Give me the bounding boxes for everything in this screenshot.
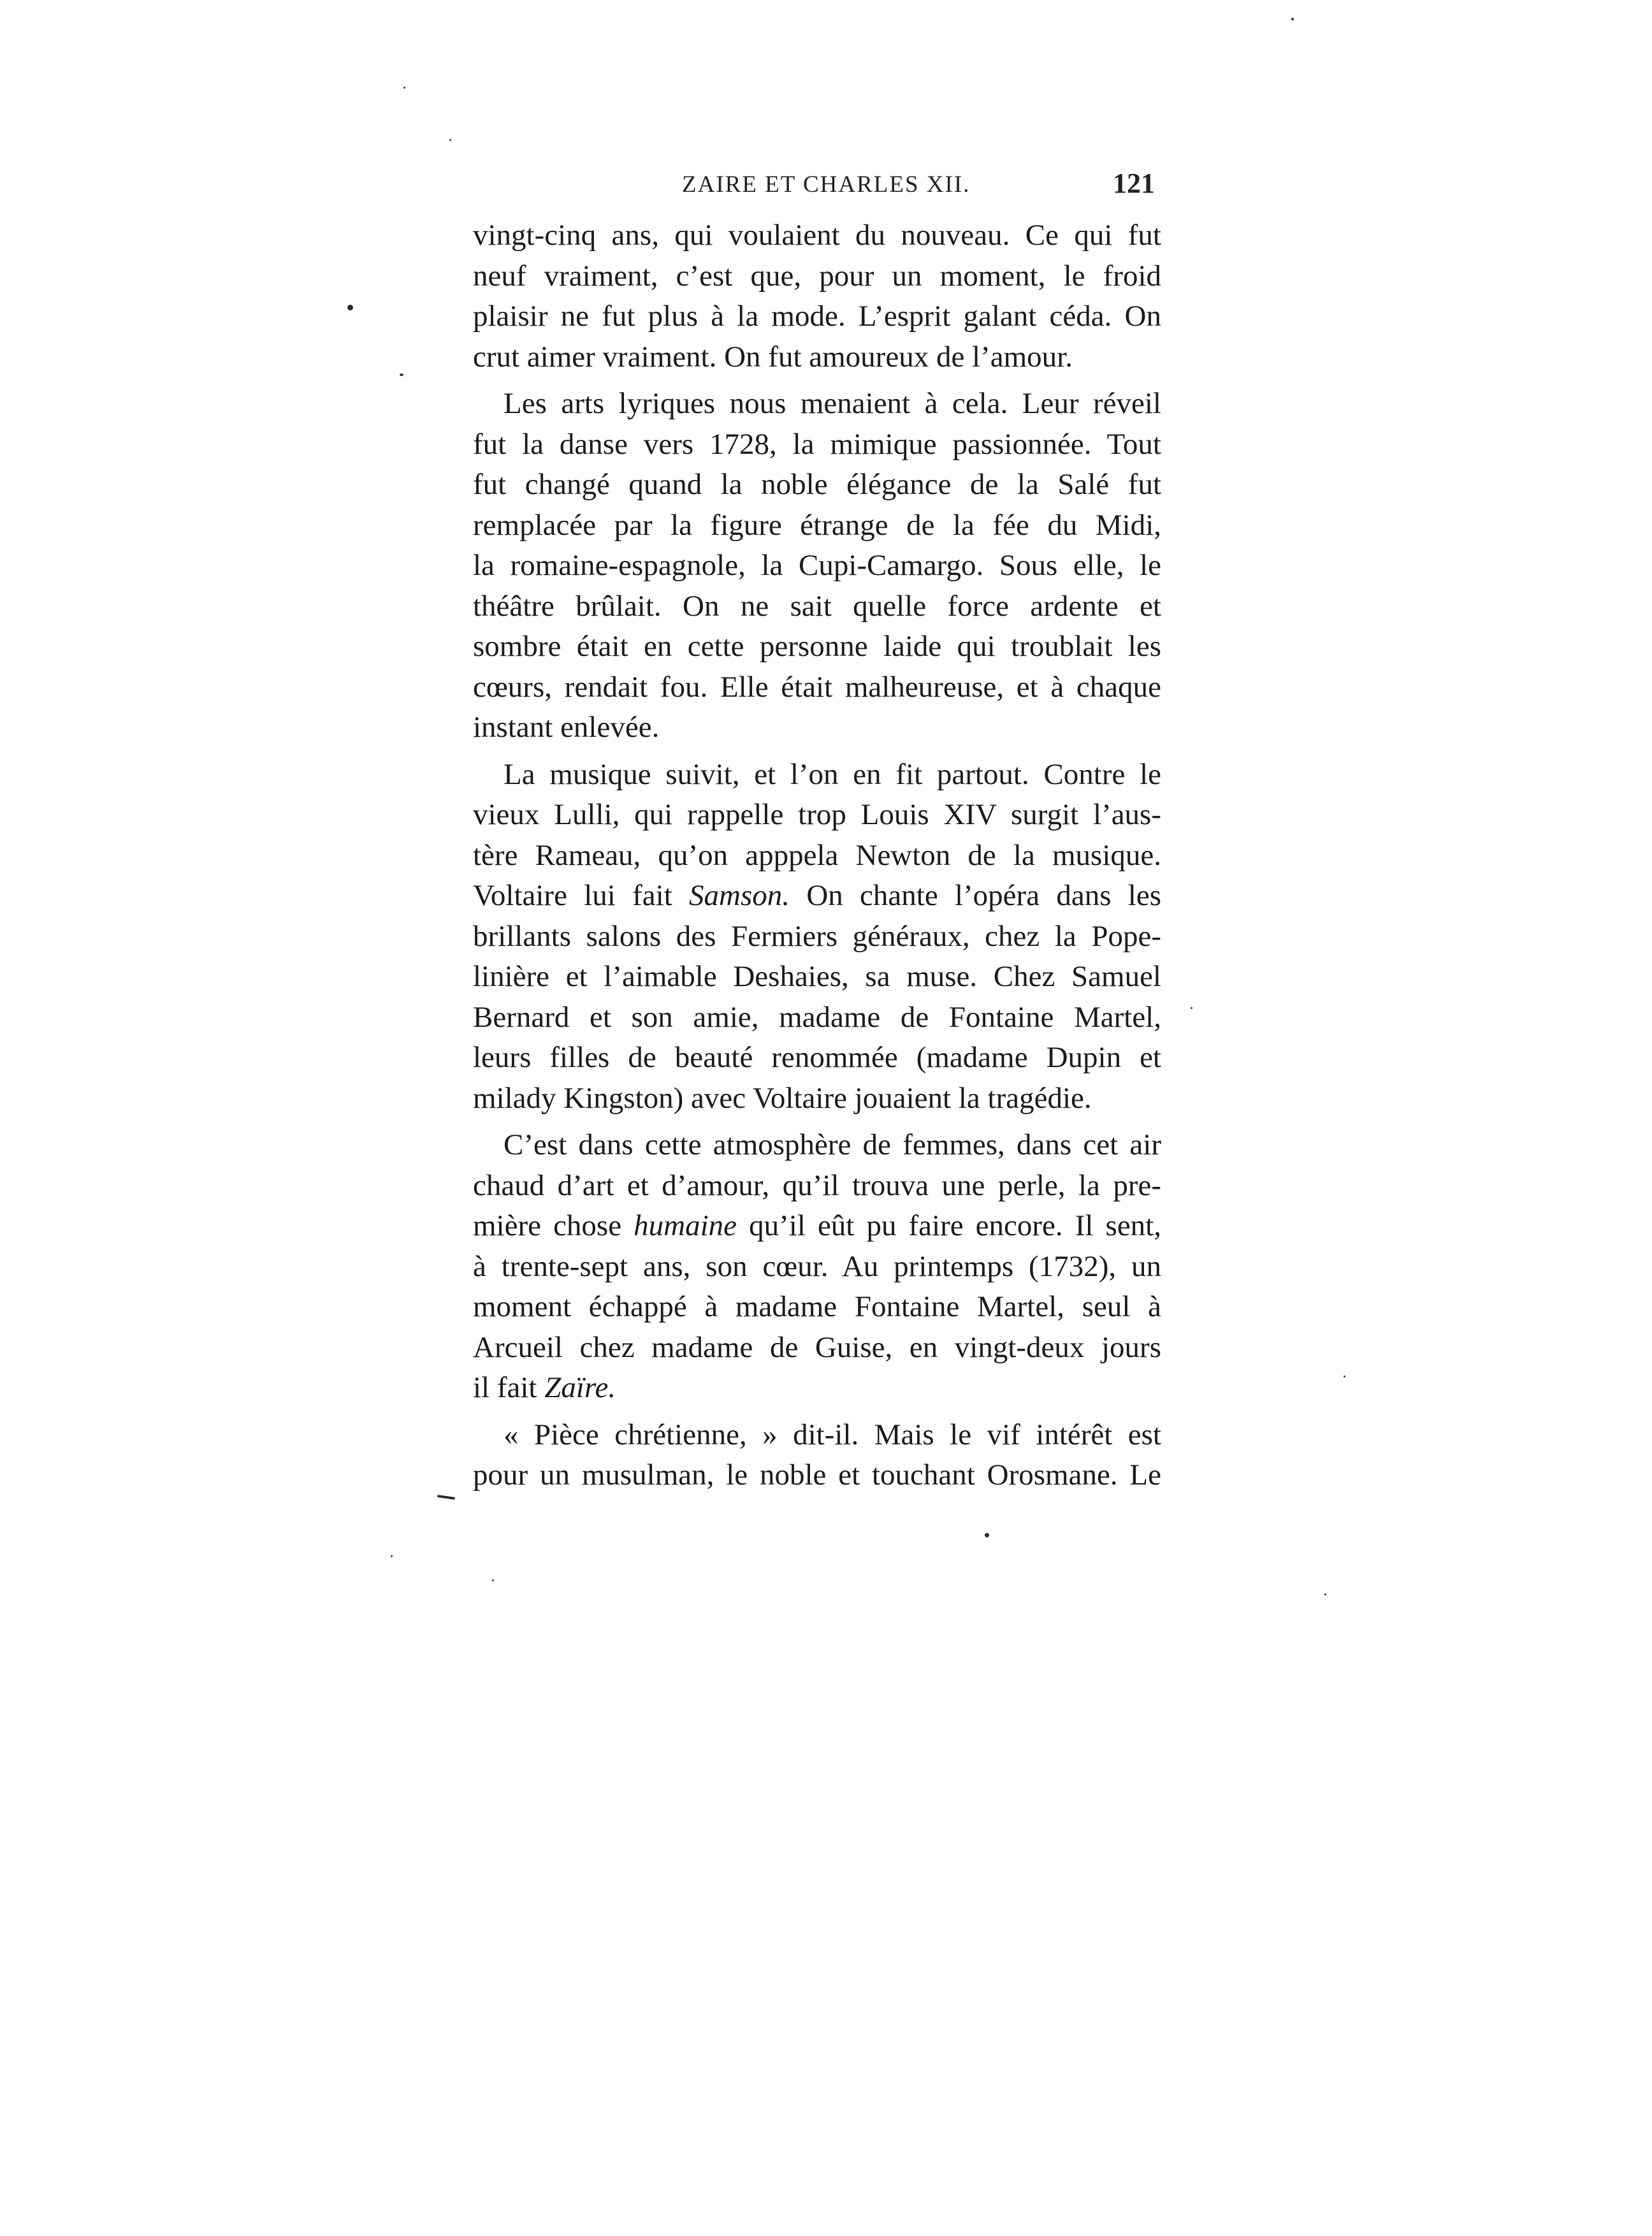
scan-speck bbox=[449, 139, 451, 141]
body-text bbox=[473, 215, 1161, 1502]
text-line: « Pièce chrétienne, » dit-il. Mais le vif intérêt est bbox=[504, 1418, 1161, 1451]
text-line: Les arts lyriques nous menaient à cela. Leur réveil bbox=[504, 387, 1161, 420]
text-line: milady Kingston) avec Voltaire jouaient la tragédie. bbox=[473, 1081, 1092, 1115]
text-line: brillants salons des Fermiers généraux, chez la Pope- bbox=[473, 919, 1161, 953]
text-line: tère Rameau, qu’on apppela Newton de la musique. bbox=[473, 838, 1161, 872]
running-title: ZAIRE ET CHARLES XII. bbox=[682, 171, 971, 198]
text-line: Bernard et son amie, madame de Fontaine Martel, bbox=[473, 1000, 1161, 1034]
scan-speck bbox=[391, 1555, 393, 1557]
text-line: chaud d’art et d’amour, qu’il trouva une perle, la pre- bbox=[473, 1168, 1161, 1202]
scan-speck bbox=[985, 1533, 989, 1537]
italic-title: Samson. bbox=[689, 879, 790, 912]
text-line: linière et l’aimable Deshaies, sa muse. Chez Samuel bbox=[473, 960, 1161, 993]
text-line: théâtre brûlait. On ne sait quelle force ardente et bbox=[473, 589, 1161, 623]
scan-speck bbox=[1324, 1594, 1326, 1595]
text-line: crut aimer vraiment. On fut amoureux de l’amour. bbox=[473, 340, 1073, 374]
text-line: la romaine-espagnole, la Cupi-Camargo. Sous elle, le bbox=[473, 549, 1161, 582]
text-line: vingt-cinq ans, qui voulaient du nouveau. Ce qui fut bbox=[473, 219, 1161, 252]
paragraph bbox=[473, 384, 1161, 748]
paragraph bbox=[473, 755, 1161, 1119]
text-line: leurs filles de beauté renommée (madame Dupin et bbox=[473, 1041, 1161, 1074]
text-line: il fait Zaïre. bbox=[473, 1371, 616, 1404]
text-line: neuf vraiment, c’est que, pour un moment, le froid bbox=[473, 259, 1161, 293]
text-line: remplacée par la figure étrange de la fée du Midi, bbox=[473, 508, 1161, 542]
scan-speck bbox=[403, 87, 405, 89]
paragraph bbox=[473, 1415, 1161, 1496]
scan-speck bbox=[492, 1579, 494, 1581]
italic-title: Zaïre. bbox=[544, 1371, 616, 1404]
text-line: La musique suivit, et l’on en fit partout. Contre le bbox=[504, 757, 1161, 791]
scan-speck bbox=[1291, 18, 1294, 20]
italic-title: humaine bbox=[634, 1209, 737, 1242]
text-line: cœurs, rendait fou. Elle était malheureuse, et à chaque bbox=[473, 670, 1161, 704]
text-line: instant enlevée. bbox=[473, 711, 660, 744]
scan-speck bbox=[347, 305, 353, 310]
text-line: Arcueil chez madame de Guise, en vingt-deux jours bbox=[473, 1330, 1161, 1364]
scan-speck bbox=[1191, 1007, 1192, 1009]
text-line: sombre était en cette personne laide qui troublait les bbox=[473, 630, 1161, 663]
text-line: à trente-sept ans, son cœur. Au printemps (1732), un bbox=[473, 1249, 1161, 1283]
page-number: 121 bbox=[1113, 168, 1155, 199]
scan-speck bbox=[400, 374, 403, 376]
text-line: fut la danse vers 1728, la mimique passionnée. Tout bbox=[473, 427, 1161, 461]
text-line: mière chose humaine qu’il eût pu faire encore. Il sent, bbox=[473, 1209, 1161, 1242]
text-line: fut changé quand la noble élégance de la Salé fut bbox=[473, 468, 1161, 501]
text-line: moment échappé à madame Fontaine Martel, seul à bbox=[473, 1290, 1161, 1323]
paragraph bbox=[473, 1125, 1161, 1409]
text-line: vieux Lulli, qui rappelle trop Louis XIV surgit l’aus- bbox=[473, 798, 1161, 831]
text-line: Voltaire lui fait Samson. On chante l’opéra dans les bbox=[473, 879, 1161, 912]
scan-speck bbox=[1344, 1376, 1345, 1377]
paragraph bbox=[473, 215, 1161, 377]
scan-speck bbox=[437, 1495, 455, 1500]
text-line: plaisir ne fut plus à la mode. L’esprit galant céda. On bbox=[473, 300, 1161, 333]
text-line: C’est dans cette atmosphère de femmes, dans cet air bbox=[504, 1128, 1161, 1161]
text-line: pour un musulman, le noble et touchant Orosmane. Le bbox=[473, 1458, 1161, 1492]
